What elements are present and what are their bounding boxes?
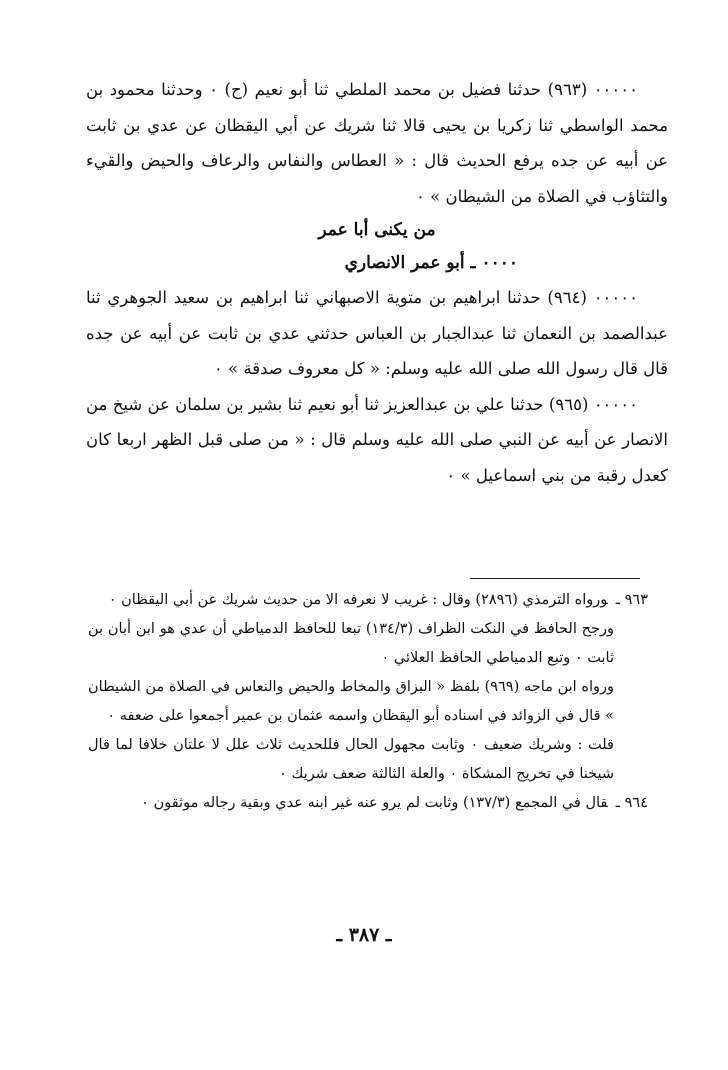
footnote-963 [88,586,648,615]
footnote-963-d: قلت : وشريك ضعيف ٠ وثابت مجهول الحال فللحديث ثلاث علل لا علتان خلافا لما قال شيخنا في تخريج المشكاة ٠ والعلة الثالثة ضعف شريك ٠ [88,737,614,782]
footnote-number: ٩٦٤ ـ [615,795,648,811]
footnote-number: ٩٦٣ ـ [615,592,648,608]
footnote-text: ورواه الترمذي (٢٨٩٦) وقال : غريب لا نعرفه الا من حديث شريك عن أبي اليقظان ٠ [108,592,608,608]
footnote-963-b: ورجح الحافظ في النكت الظراف (١٣٤/٣) تبعا للحافظ الدمياطي أن عدي هو ابن أبان بن ثابت ٠ وتبع الدمياطي الحافظ العلائي ٠ [88,621,614,666]
footnotes [88,586,648,818]
footnote-text: قال في المجمع (١٣٧/٣) وثابت لم يرو عنه غير ابنه عدي وبقية رجاله موثقون ٠ [141,795,608,811]
footnote-963-c: ورواه ابن ماجه (٩٦٩) بلفظ « البزاق والمخاط والحيض والنعاس في الصلاة من الشيطان » قال في الزوائد في اسناده أبو اليقظان واسمه عثمان بن عمير أجمعوا على ضعفه ٠ [88,679,615,724]
hadith-965: ٠٠٠٠٠ (٩٦٥) حدثنا علي بن عبدالعزيز ثنا أبو نعيم ثنا بشير بن سلمان عن شيخ من الانصار عن أبيه عن النبي صلى الله عليه وسلم قال : « من صلى قبل الظهر اربعا كان كعدل رقبة من بني اسماعيل » ٠ [86,394,668,485]
footnote-divider [470,578,640,579]
page-number: ـ ٣٨٧ ـ [336,924,392,946]
section-heading: من يكنى أبا عمر [318,220,436,240]
main-text [86,72,668,493]
hadith-963: ٠٠٠٠٠ (٩٦٣) حدثنا فضيل بن محمد الملطي ثنا أبو نعيم (ح) ٠ وحدثنا محمود بن محمد الواسطي ثنا زكريا بن يحيى قالا ثنا شريك عن أبي اليقظان عن عدي بن ثابت عن أبيه عن جده يرفع الحديث قال : « العطاس والنفاس والرعاف والحيض والقيء والتثاؤب في الصلاة من الشيطان » ٠ [86,80,668,206]
hadith-964: ٠٠٠٠٠ (٩٦٤) حدثنا ابراهيم بن متوية الاصبهاني ثنا ابراهيم بن سعيد الجوهري ثنا عبدالصمد بن النعمان ثنا عبدالجبار بن العباس حدثني عدي بن ثابت عن أبيه عن جده قال قال رسول الله صلى الله عليه وسلم: « كل معروف صدقة » ٠ [86,288,668,378]
footnote-964 [88,789,648,818]
section-subheading: ٠٠٠٠ ـ أبو عمر الانصاري [344,253,518,273]
